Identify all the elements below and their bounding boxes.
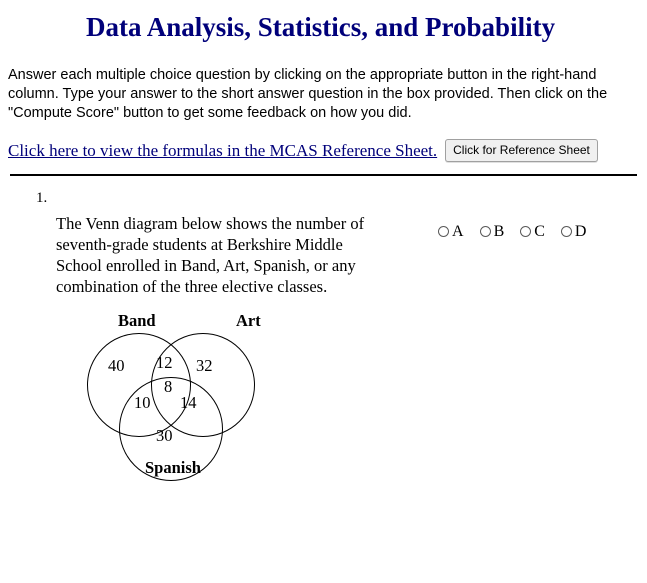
choice-label: D (574, 223, 587, 240)
radio-icon[interactable] (480, 226, 491, 237)
document-page (0, 10, 647, 481)
radio-icon[interactable] (561, 226, 572, 237)
answer-choices (438, 223, 598, 241)
question-block (8, 190, 639, 481)
question-number: 1. (36, 190, 48, 206)
venn-value-spanish-only: 30 (156, 426, 173, 445)
question-text: The Venn diagram below shows the number of seventh-grade students at Berkshire Middle School enrolled in Band, Art, Spanish, or any combination of the three elective classes. (56, 214, 365, 296)
venn-value-band-art: 12 (156, 353, 173, 372)
venn-value-band-spanish: 10 (134, 393, 151, 412)
divider (10, 174, 637, 176)
venn-label-spanish: Spanish (145, 458, 201, 477)
radio-icon[interactable] (520, 226, 531, 237)
page-title: Data Analysis, Statistics, and Probability (86, 12, 556, 42)
choice-b[interactable] (480, 223, 505, 241)
reference-sheet-button[interactable]: Click for Reference Sheet (445, 139, 598, 162)
venn-value-center: 8 (164, 377, 173, 396)
venn-label-band: Band (118, 311, 156, 330)
venn-value-art-spanish: 14 (180, 393, 197, 412)
choice-a[interactable] (438, 223, 464, 241)
instructions-text: Answer each multiple choice question by clicking on the appropriate button in the right-hand column. Type your answer to the short answer question in the box provided. Then click on the "Compute Score" button to get some feedback on how you did. (8, 67, 608, 121)
choice-label: A (452, 223, 464, 240)
choice-label: C (534, 223, 545, 240)
reference-sheet-row (8, 139, 639, 162)
choice-c[interactable] (520, 223, 545, 241)
choice-d[interactable] (561, 223, 587, 241)
choice-label: B (493, 223, 505, 240)
venn-value-art-only: 32 (196, 356, 213, 375)
venn-diagram (56, 311, 386, 481)
question-body (8, 207, 639, 481)
venn-value-band-only: 40 (108, 356, 125, 375)
radio-icon[interactable] (438, 226, 449, 237)
venn-label-art: Art (236, 311, 261, 330)
reference-sheet-link[interactable]: Click here to view the formulas in the MCAS Reference Sheet. (8, 140, 438, 160)
